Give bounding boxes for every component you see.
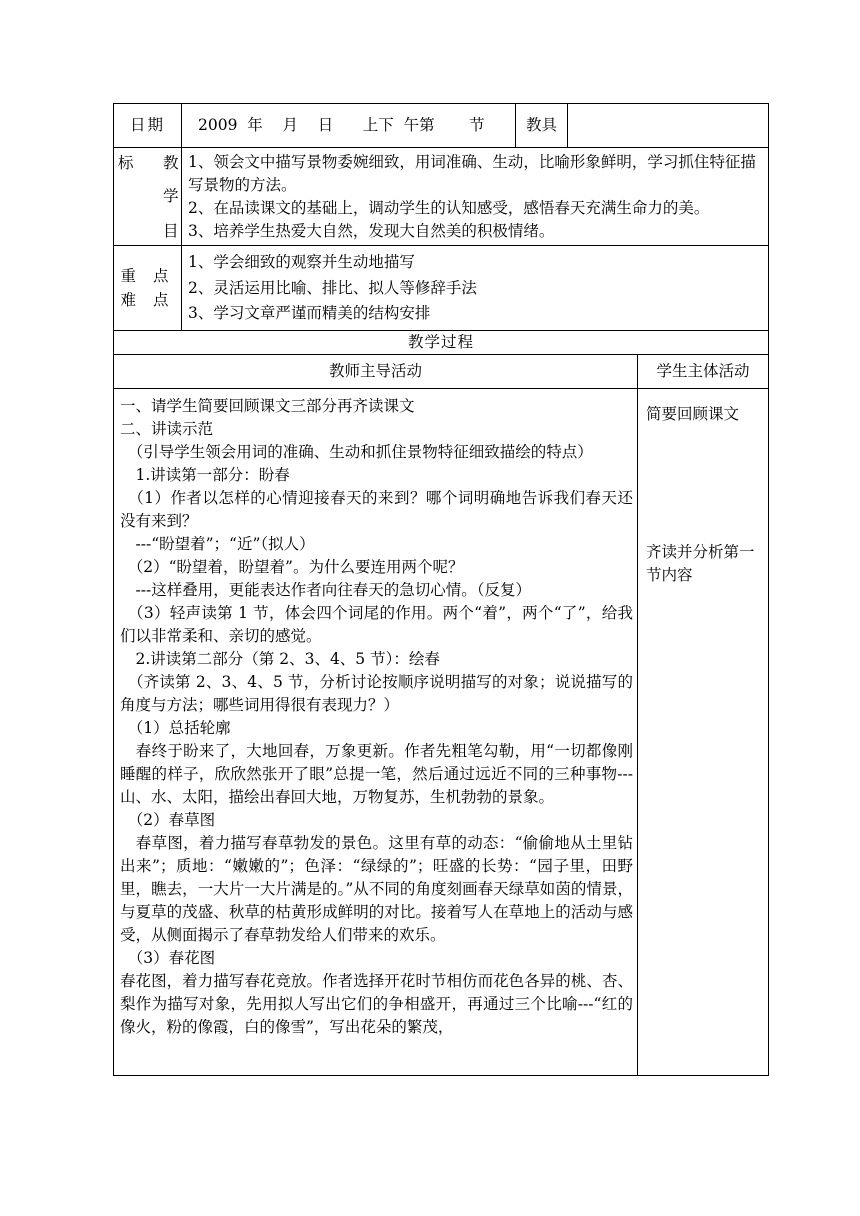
key-points-label bbox=[114, 246, 182, 331]
date-value: 2009 年 月 日 上下 午第 节 bbox=[182, 104, 516, 148]
teacher-line: 1.讲读第一部分：盼春 bbox=[120, 466, 290, 484]
process-title: 教学过程 bbox=[114, 331, 769, 355]
student-activity-header: 学生主体活动 bbox=[638, 355, 769, 389]
teacher-line: 春花图，着力描写春花竞放。作者选择开花时节相仿而花色各异的桃、杏、梨作为描写对象，先用拟人写出它们的争相盛开，再通过三个比喻---“红的像火，粉的像霞，白的像雪”，写出花朵的繁茂， bbox=[120, 972, 633, 1036]
key-point-item: 1、学会细致的观察并生动地描写 bbox=[188, 253, 415, 271]
date-label: 日期 bbox=[114, 104, 182, 148]
teacher-line: 春草图，着力描写春草勃发的景色。这里有草的动态：“偷偷地从土里钻出来”；质地：“嫩嫩的”；色泽：“绿绿的”；旺盛的长势：“园子里，田野里，瞧去，一大片一大片满是的。”从不同的角度刻画春天绿草如茵的情景，与夏草的茂盛、秋草的枯黄形成鲜明的对比。接着写人在草地上的活动与感受，从侧面揭示了春草勃发给人们带来的欢乐。 bbox=[120, 834, 633, 944]
teacher-line: 2.讲读第二部分（第 2、3、4、5 节）：绘春 bbox=[120, 650, 440, 668]
key-points-label-line: 重 点 bbox=[120, 267, 175, 285]
teacher-line: （3）春花图 bbox=[120, 949, 216, 967]
tools-value bbox=[568, 104, 769, 148]
teacher-line: （2）“盼望着，盼望着”。为什么要连用两个呢？ bbox=[120, 558, 464, 576]
goals-label bbox=[114, 148, 182, 246]
key-point-item: 3、学习文章严谨而精美的结构安排 bbox=[188, 304, 431, 322]
goals-content bbox=[182, 148, 769, 246]
teacher-line: 二、讲读示范 bbox=[120, 420, 214, 438]
teacher-line: （2）春草图 bbox=[120, 811, 216, 829]
teacher-line: （3）轻声读第 1 节，体会四个词尾的作用。两个“着”，两个“了”，给我们以非常柔和、亲切的感觉。 bbox=[120, 604, 633, 645]
key-point-item: 2、灵活运用比喻、排比、拟人等修辞手法 bbox=[188, 278, 477, 297]
teacher-line: 一、请学生简要回顾课文三部分再齐读课文 bbox=[120, 397, 415, 415]
teacher-activity-header: 教师主导活动 bbox=[114, 355, 638, 389]
goals-label-char: 标 bbox=[118, 154, 134, 172]
goals-label-char: 目 bbox=[163, 222, 179, 240]
tools-label: 教具 bbox=[516, 104, 568, 148]
teacher-line: ---这样叠用，更能表达作者向往春天的急切心情。（反复） bbox=[120, 581, 531, 599]
student-note: 简要回顾课文 bbox=[646, 405, 740, 423]
teacher-line: 春终于盼来了，大地回春，万象更新。作者先粗笔勾勒，用“一切都像刚睡醒的样子，欣欣然张开了眼”总提一笔，然后通过远近不同的三种事物---山、水、太阳，描绘出春回大地，万物复苏，生机勃勃的景象。 bbox=[120, 742, 633, 806]
key-points-label-line: 难 点 bbox=[120, 291, 175, 309]
goal-item: 2、在品读课文的基础上，调动学生的认知感受，感悟春天充满生命力的美。 bbox=[188, 199, 710, 217]
date-row bbox=[114, 104, 769, 148]
teacher-line: （齐读第 2、3、4、5 节，分析讨论按顺序说明描写的对象；说说描写的角度与方法；哪些词用得很有表现力？） bbox=[120, 673, 633, 714]
goals-row bbox=[114, 148, 769, 246]
teacher-line: （1）总括轮廓 bbox=[120, 719, 231, 737]
teacher-line: （1）作者以怎样的心情迎接春天的来到？哪个词明确地告诉我们春天还没有来到？ bbox=[120, 489, 633, 530]
student-activity-content bbox=[638, 389, 769, 1076]
process-title-row bbox=[114, 331, 769, 355]
process-header-row bbox=[114, 355, 769, 389]
student-note: 齐读并分析第一节内容 bbox=[646, 543, 755, 584]
key-points-content bbox=[182, 246, 769, 331]
process-body-row bbox=[114, 389, 769, 1076]
teacher-line: ---“盼望着”；“近”（拟人） bbox=[120, 535, 315, 553]
teacher-activity-content bbox=[114, 389, 638, 1076]
key-points-row bbox=[114, 246, 769, 331]
lesson-plan-sheet bbox=[113, 103, 768, 1076]
teacher-line: （引导学生领会用词的准确、生动和抓住景物特征细致描绘的特点） bbox=[120, 443, 593, 461]
goals-label-char: 教 bbox=[163, 154, 179, 172]
goal-item: 3、培养学生热爱大自然，发现大自然美的积极情绪。 bbox=[188, 222, 555, 240]
goals-label-char: 学 bbox=[163, 187, 179, 205]
lesson-plan-table bbox=[113, 103, 769, 1076]
goal-item: 1、领会文中描写景物委婉细致，用词准确、生动，比喻形象鲜明，学习抓住特征描写景物的方法。 bbox=[188, 153, 756, 194]
